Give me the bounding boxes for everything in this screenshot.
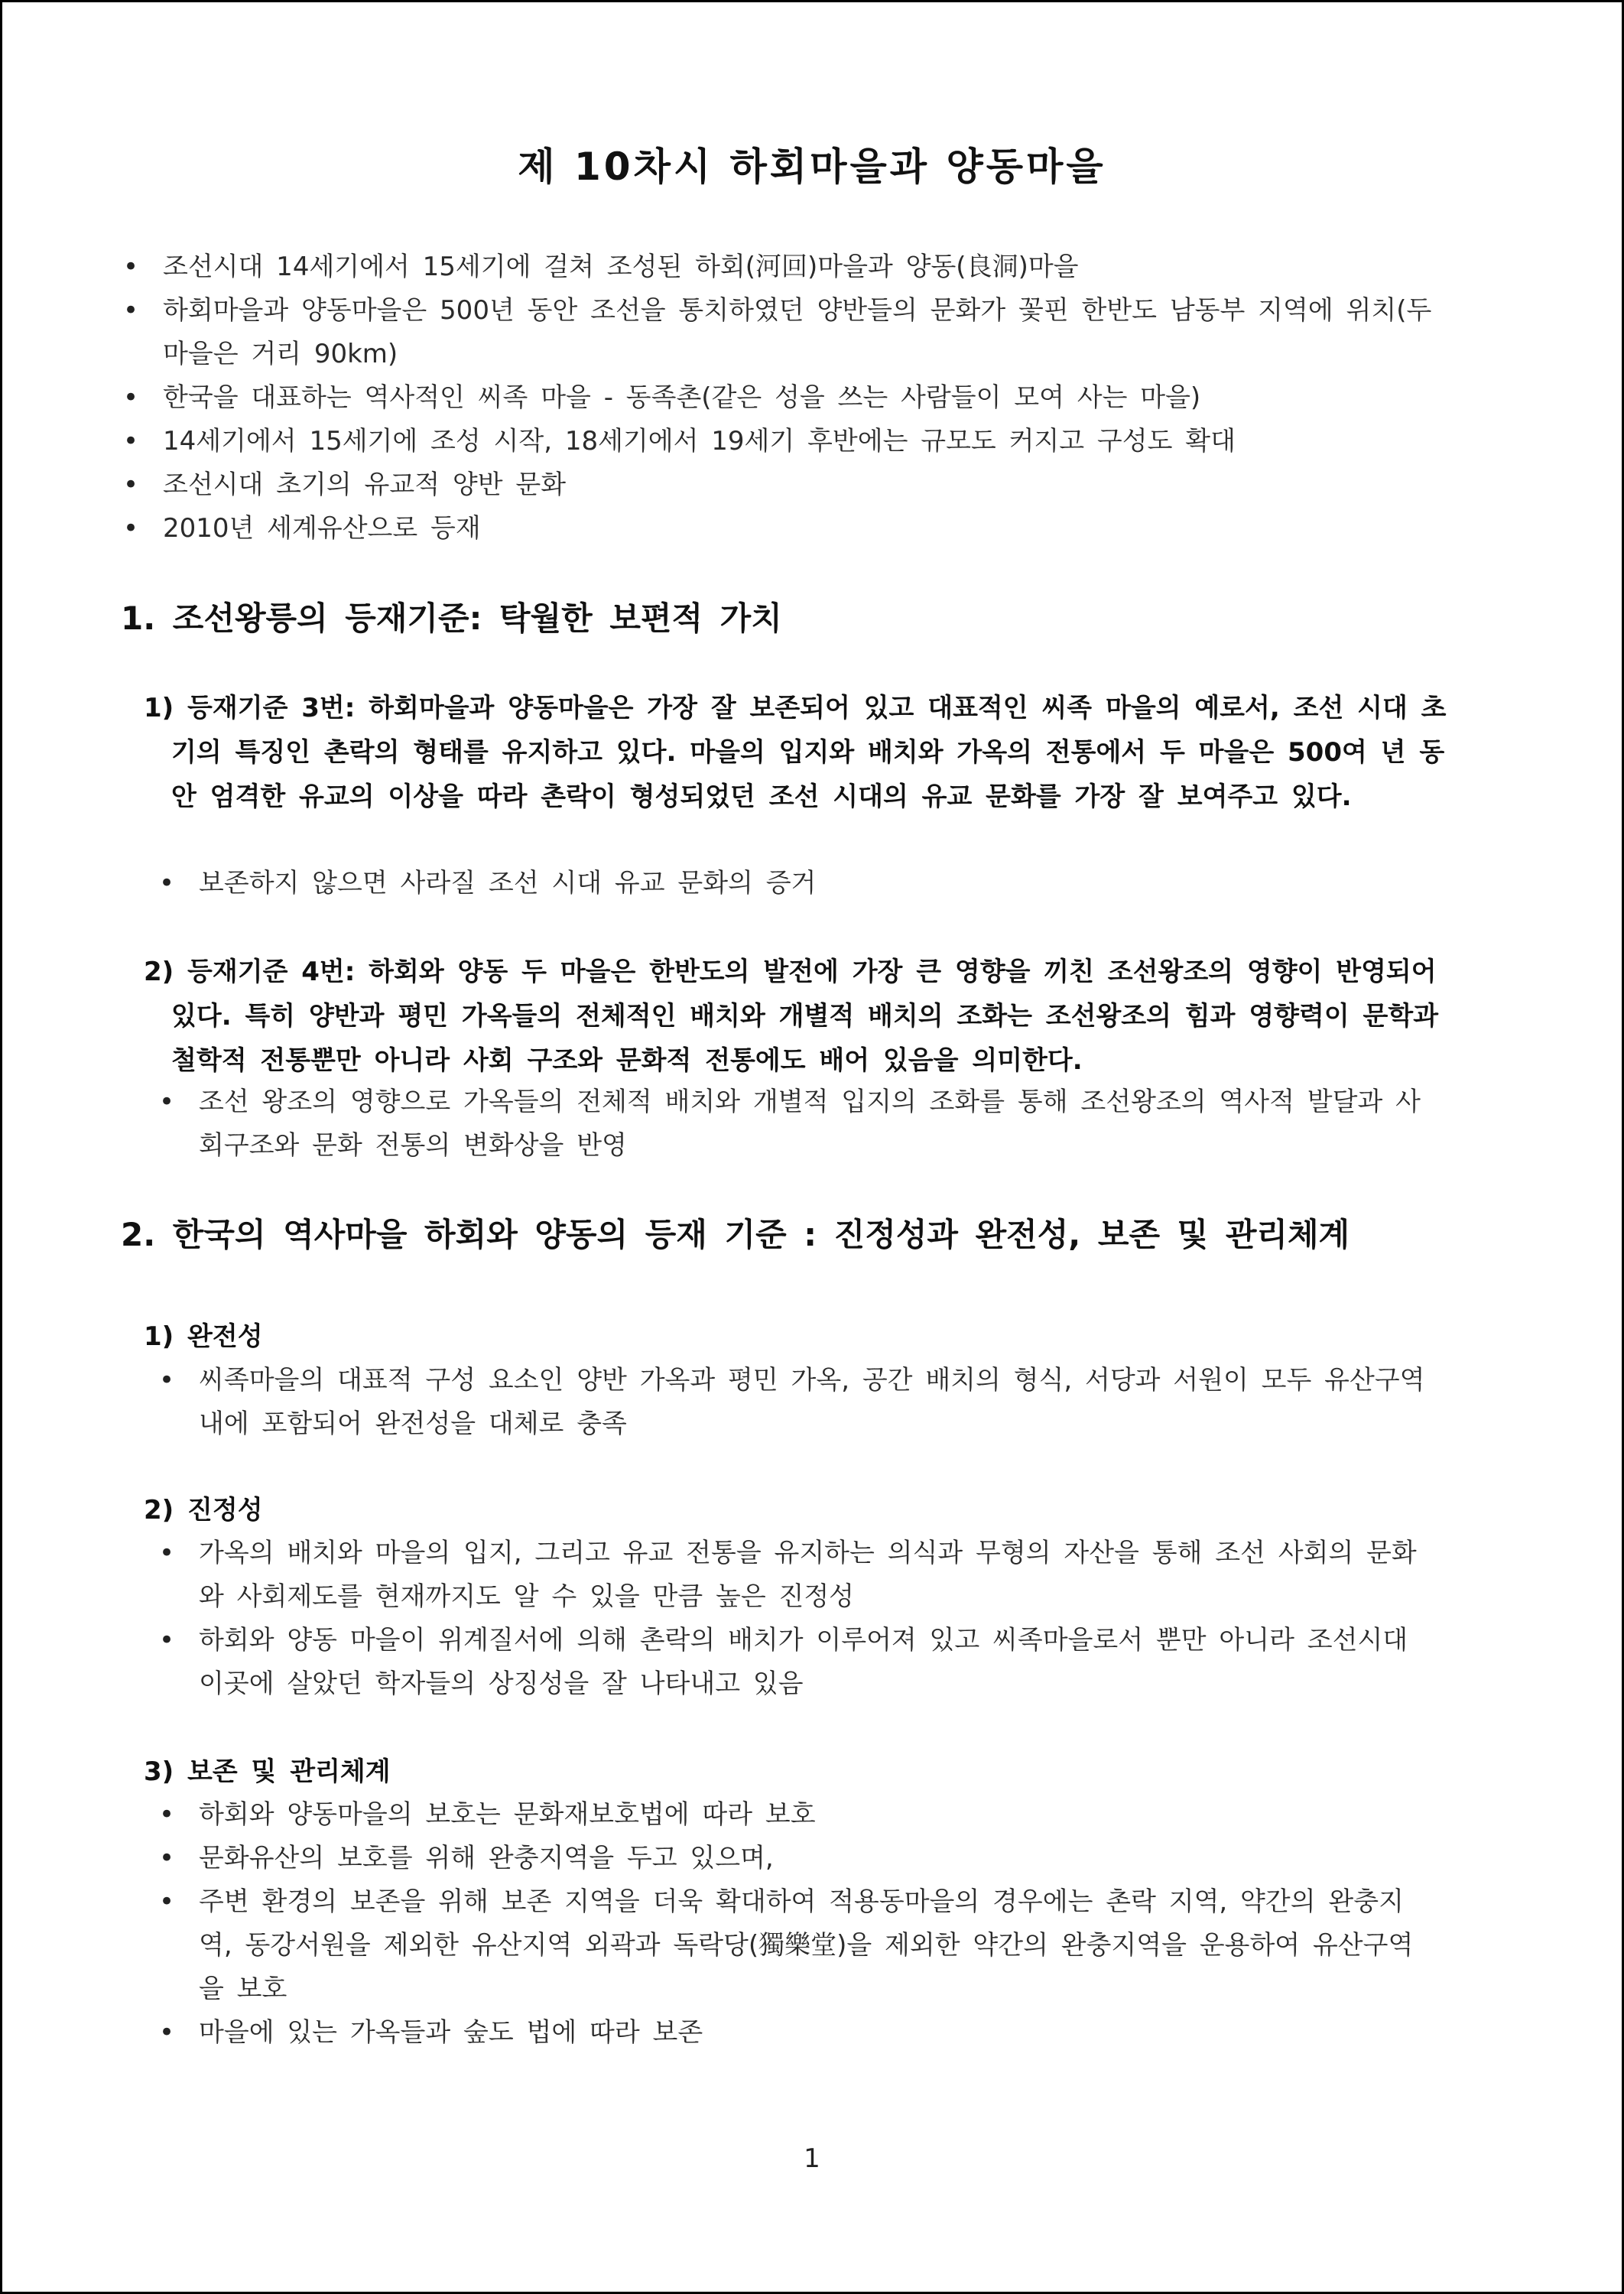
list-item: • 하회와 양동마을의 보호는 문화재보호법에 따라 보호 [159, 1793, 1436, 1837]
list-item: • 하회와 양동 마을이 위계질서에 의해 촌락의 배치가 이루어져 있고 씨족마을로서 뿐만 아니라 조선시대 이곳에 살았던 학자들의 상징성을 잘 나타내고 있음 [159, 1619, 1436, 1706]
section-2-heading: 2. 한국의 역사마을 하회와 양동의 등재 기준 : 진정성과 완전성, 보존 및 관리체계 [121, 1216, 1350, 1253]
list-item: • 마을에 있는 가옥들과 숲도 법에 따라 보존 [159, 2011, 1436, 2055]
criterion-4-bullet-list [159, 1080, 1436, 1168]
conservation-bullet-list [159, 1793, 1436, 2055]
list-item: • 주변 환경의 보존을 위해 보존 지역을 더욱 확대하여 적용동마을의 경우에는 촌락 지역, 약간의 완충지역, 동강서원을 제외한 유산지역 외곽과 독락당(獨樂堂)을 제외한 약간의 완충지역을 운용하여 유산구역을 보호 [159, 1880, 1436, 2011]
criterion-3-paragraph: 1) 등재기준 3번: 하회마을과 양동마을은 가장 잘 보존되어 있고 대표적인 씨족 마을의 예로서, 조선 시대 초기의 특징인 촌락의 형태를 유지하고 있다. 마을의 입지와 배치와 가옥의 전통에서 두 마을은 500여 년 동안 엄격한 유교의 이상을 따라 촌락이 형성되었던 조선 시대의 유교 문화를 가장 잘 보여주고 있다. [144, 693, 1447, 812]
list-item: • 한국을 대표하는 역사적인 씨족 마을 - 동족촌(같은 성을 쓰는 사람들이 모여 사는 마을) [123, 376, 1438, 420]
list-item: • 조선시대 14세기에서 15세기에 걸쳐 조성된 하회(河回)마을과 양동(良洞)마을 [123, 245, 1438, 289]
authenticity-label: 2) 진정성 [144, 1495, 263, 1526]
document-title: 제 10차시 하회마을과 양동마을 [518, 145, 1106, 189]
intro-bullet-list [123, 245, 1438, 551]
conservation-label: 3) 보존 및 관리체계 [144, 1756, 391, 1787]
list-item: • 2010년 세계유산으로 등재 [123, 507, 1438, 551]
page-number: 1 [804, 2143, 820, 2174]
list-item: • 조선 왕조의 영향으로 가옥들의 전체적 배치와 개별적 입지의 조화를 통해 조선왕조의 역사적 발달과 사회구조와 문화 전통의 변화상을 반영 [159, 1080, 1436, 1168]
section-1-heading: 1. 조선왕릉의 등재기준: 탁월한 보편적 가치 [121, 599, 782, 637]
list-item: • 14세기에서 15세기에 조성 시작, 18세기에서 19세기 후반에는 규모도 커지고 구성도 확대 [123, 420, 1438, 463]
integrity-label: 1) 완전성 [144, 1321, 263, 1352]
authenticity-bullet-list [159, 1532, 1436, 1706]
criterion-3-bullet-list [159, 862, 1436, 905]
list-item: • 하회마을과 양동마을은 500년 동안 조선을 통치하였던 양반들의 문화가 꽃핀 한반도 남동부 지역에 위치(두 마을은 거리 90km) [123, 289, 1438, 376]
list-item: • 씨족마을의 대표적 구성 요소인 양반 가옥과 평민 가옥, 공간 배치의 형식, 서당과 서원이 모두 유산구역 내에 포함되어 완전성을 대체로 충족 [159, 1359, 1436, 1446]
list-item: • 조선시대 초기의 유교적 양반 문화 [123, 463, 1438, 507]
integrity-bullet-list [159, 1359, 1436, 1446]
list-item: • 가옥의 배치와 마을의 입지, 그리고 유교 전통을 유지하는 의식과 무형의 자산을 통해 조선 사회의 문화와 사회제도를 현재까지도 알 수 있을 만큼 높은 진정성 [159, 1532, 1436, 1619]
list-item: • 보존하지 않으면 사라질 조선 시대 유교 문화의 증거 [159, 862, 1436, 905]
criterion-4-paragraph: 2) 등재기준 4번: 하회와 양동 두 마을은 한반도의 발전에 가장 큰 영향을 끼친 조선왕조의 영향이 반영되어 있다. 특히 양반과 평민 가옥들의 전체적인 배치와 개별적 배치의 조화는 조선왕조의 힘과 영향력이 문학과 철학적 전통뿐만 아니라 사회 구조와 문화적 전통에도 배어 있음을 의미한다. [144, 957, 1439, 1076]
list-item: • 문화유산의 보호를 위해 완충지역을 두고 있으며, [159, 1837, 1436, 1880]
